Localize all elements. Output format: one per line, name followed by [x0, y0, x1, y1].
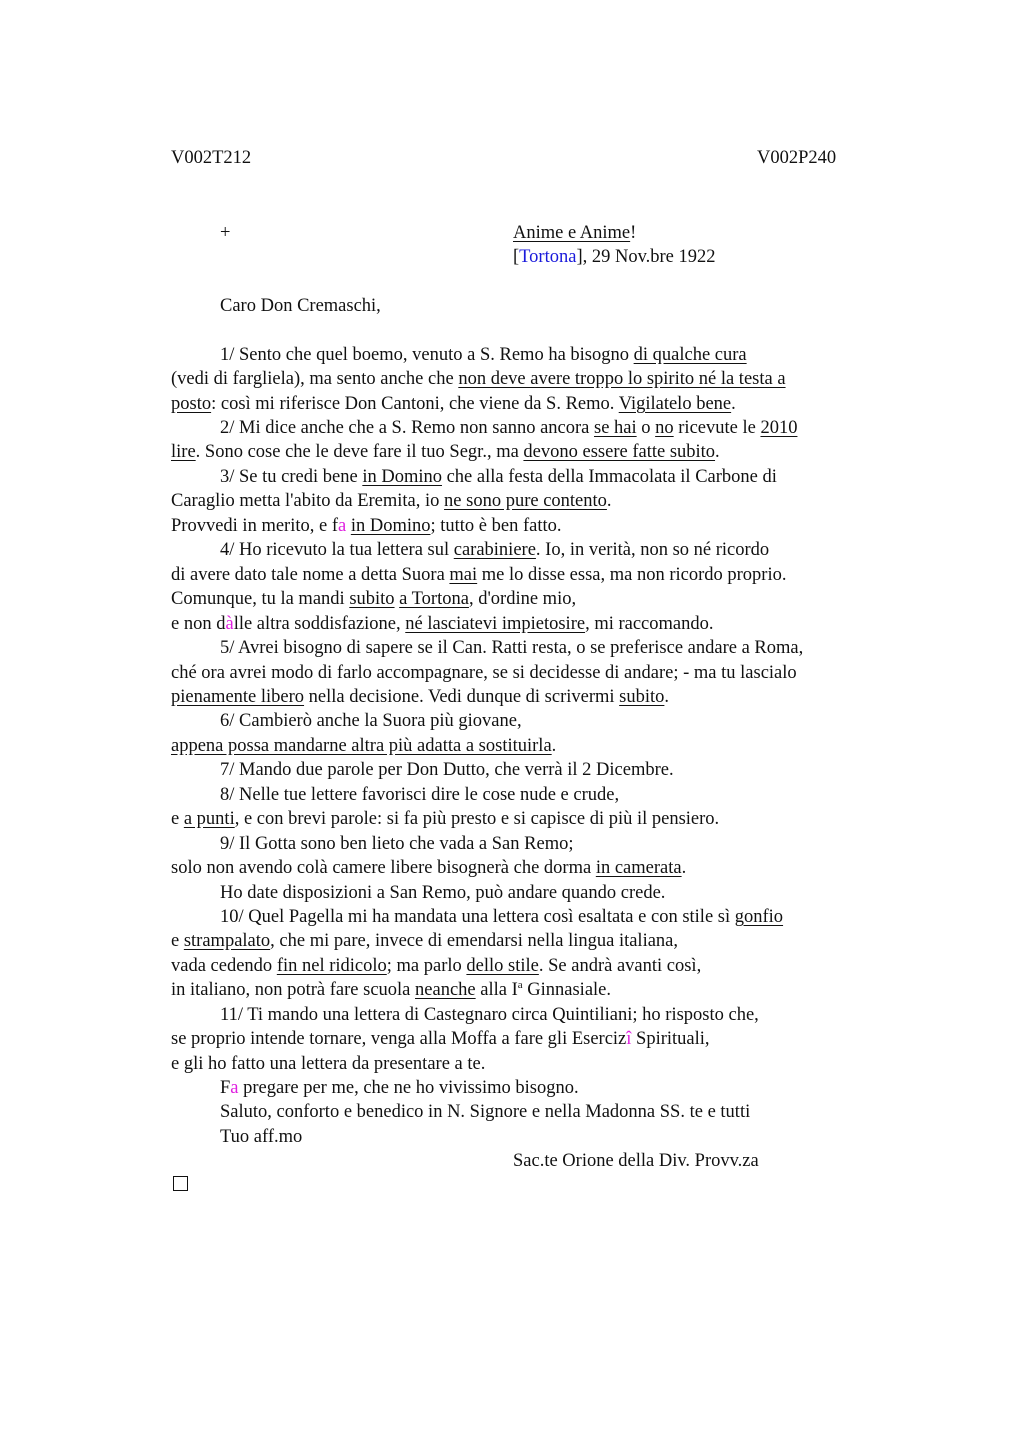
text-run: 2/ Mi dice anche che a S. Remo non sanno ancora — [220, 418, 594, 438]
p10-line2 — [171, 929, 678, 953]
text-run: Caraglio metta l'abito da Eremita, io — [171, 491, 445, 511]
p2-line1 — [220, 416, 797, 440]
p10-line3 — [171, 954, 701, 978]
p3-line3 — [171, 514, 562, 538]
text-run: e gli ho fatto una lettera da presentare a te. — [171, 1054, 486, 1074]
p6-line2 — [171, 734, 556, 758]
text-run: in italiano, non potrà fare scuola — [171, 980, 416, 1000]
underlined-run: non deve avere troppo lo spirito né la testa a — [458, 369, 786, 389]
text-run: (vedi di fargliela), ma sento anche che — [171, 369, 459, 389]
date-text: ], 29 Nov.bre 1922 — [576, 247, 716, 267]
text-run: Comunque, tu la mandi — [171, 589, 350, 609]
text-run: o — [636, 418, 656, 438]
text-run: 9/ Il Gotta sono ben lieto che vada a San Remo; — [220, 834, 574, 854]
underlined-run: in Domino — [362, 467, 442, 487]
underlined-run: lire — [171, 442, 196, 462]
place-bracket: [ — [513, 247, 520, 267]
text-run: se proprio intende tornare, venga alla Moffa a fare gli Eserciz — [171, 1029, 627, 1049]
highlighted-run: î — [626, 1029, 632, 1049]
underlined-run: se hai — [594, 418, 637, 438]
p9-line3 — [220, 881, 665, 905]
p6-line1 — [220, 709, 522, 733]
p4-line2 — [171, 563, 786, 587]
closing-line2 — [220, 1100, 750, 1124]
underlined-run: a Tortona — [399, 589, 469, 609]
underlined-run: 2010 — [760, 418, 798, 438]
text-run: ché ora avrei modo di farlo accompagnare, se si decidesse di andare; - ma tu lascialo — [171, 663, 797, 683]
underlined-run: strampalato — [183, 931, 271, 951]
p8-line2 — [171, 807, 719, 831]
text-run: 7/ Mando due parole per Don Dutto, che verrà il 2 Dicembre. — [220, 760, 674, 780]
p10-line1 — [220, 905, 783, 929]
p3-line1 — [220, 465, 777, 489]
title-mark: ! — [630, 223, 637, 243]
text-run: , mi raccomando. — [585, 614, 714, 634]
text-run: . Sono cose che le deve fare il tuo Segr., ma — [195, 442, 524, 462]
underlined-run: in Domino — [350, 516, 431, 536]
text-run: vada cedendo — [171, 956, 277, 976]
p1-line3 — [171, 392, 736, 416]
letter-title — [513, 221, 636, 245]
highlighted-run: a — [230, 1078, 239, 1098]
text-run: Ho date disposizioni a San Remo, può andare quando crede. — [220, 883, 666, 903]
text-run: Spirituali, — [631, 1029, 710, 1049]
signature: Sac.te Orione della Div. Provv.za — [513, 1151, 759, 1171]
p7-line1 — [220, 758, 674, 782]
end-box-mark — [173, 1176, 188, 1191]
closing-line3 — [220, 1125, 302, 1149]
text-run: Tuo aff.mo — [220, 1127, 303, 1147]
text-run: 1/ Sento che quel boemo, venuto a S. Remo ha bisogno — [220, 345, 634, 365]
underlined-run: posto — [171, 394, 212, 414]
underlined-run: no — [655, 418, 674, 438]
underlined-run: di qualche cura — [633, 345, 747, 365]
p5-line3 — [171, 685, 669, 709]
text-run: ; ma parlo — [386, 956, 467, 976]
text-run: e non d — [171, 614, 226, 634]
text-run: 3/ Se tu credi bene — [220, 467, 363, 487]
place-name: Tortona — [519, 247, 577, 267]
p11-line3 — [171, 1052, 485, 1076]
underlined-run: devono essere fatte subito — [523, 442, 716, 462]
underlined-run: neanche — [415, 980, 476, 1000]
text-run: Provvedi in merito, e f — [171, 516, 338, 536]
underlined-run: mai — [449, 565, 478, 585]
text-run: lle altra soddisfazione, — [233, 614, 406, 634]
text-run: . Io, in verità, non so né ricordo — [535, 540, 770, 560]
text-run: Saluto, conforto e benedico in N. Signore e nella Madonna SS. te e tutti — [220, 1102, 751, 1122]
underlined-run: in camerata — [595, 858, 682, 878]
text-run: ricevute le — [673, 418, 761, 438]
p9-line2 — [171, 856, 686, 880]
p1-line2 — [171, 367, 786, 391]
title-text: Anime e Anime — [513, 223, 631, 243]
underlined-run: dello stile — [466, 956, 539, 976]
text-run: 10/ Quel Pagella mi ha mandata una lettera così esaltata e con stile sì — [220, 907, 735, 927]
text-run: alla I — [475, 980, 518, 1000]
text-run: me lo disse essa, ma non ricordo proprio. — [477, 565, 787, 585]
text-run: ; tutto è ben fatto. — [430, 516, 562, 536]
text-run: 11/ Ti mando una lettera di Castegnaro circa Quintiliani; ho risposto che, — [220, 1005, 759, 1025]
underlined-run: appena possa mandarne altra più adatta a sostituirla — [171, 736, 552, 756]
text-run: . — [664, 687, 670, 707]
p10-line4 — [171, 978, 611, 1002]
underlined-run: a punti — [183, 809, 235, 829]
underlined-run: subito — [619, 687, 665, 707]
text-run: solo non avendo colà camere libere bisognerà che dorma — [171, 858, 596, 878]
p5-line1 — [220, 636, 803, 660]
p5-line2 — [171, 661, 797, 685]
text-run: . Se andrà avanti così, — [538, 956, 702, 976]
text-run: 4/ Ho ricevuto la tua lettera sul — [220, 540, 454, 560]
text-run: , e con brevi parole: si fa più presto e si capisce di più il pensiero. — [234, 809, 720, 829]
header-left-code: V002T212 — [171, 148, 252, 168]
text-run: 6/ Cambierò anche la Suora più giovane, — [220, 711, 522, 731]
text-run: che alla festa della Immacolata il Carbone di — [441, 467, 777, 487]
p3-line2 — [171, 489, 612, 513]
text-run: : così mi riferisce Don Cantoni, che viene da S. Remo. — [211, 394, 619, 414]
highlighted-run: à — [225, 614, 234, 634]
underlined-run: Vigilatelo bene — [618, 394, 732, 414]
highlighted-run: a — [337, 516, 347, 536]
p4-line3 — [171, 587, 576, 611]
text-run: . — [681, 858, 687, 878]
text-run: . — [715, 442, 720, 462]
text-run: e — [171, 809, 184, 829]
cross-mark: + — [220, 223, 231, 243]
text-run: , d'ordine mio, — [468, 589, 577, 609]
date-line — [513, 245, 716, 269]
underlined-run: fin nel ridicolo — [276, 956, 387, 976]
underlined-run: subito — [349, 589, 395, 609]
p9-line1 — [220, 832, 573, 856]
text-run: di avere dato tale nome a detta Suora — [171, 565, 450, 585]
salutation: Caro Don Cremaschi, — [220, 296, 381, 316]
text-run: nella decisione. Vedi dunque di scrivermi — [304, 687, 620, 707]
superscript-run: a — [517, 978, 523, 991]
p4-line4 — [171, 612, 714, 636]
underlined-run: né lasciatevi impietosire — [405, 614, 586, 634]
closing-line1 — [220, 1076, 579, 1100]
p4-line1 — [220, 538, 769, 562]
text-run: . — [551, 736, 557, 756]
text-run: 5/ Avrei bisogno di sapere se il Can. Ratti resta, o se preferisce andare a Roma, — [220, 638, 804, 658]
underlined-run: carabiniere — [453, 540, 536, 560]
underlined-run: ne sono pure contento — [444, 491, 607, 511]
p1-line1 — [220, 343, 747, 367]
p11-line2 — [171, 1027, 710, 1051]
text-run: 8/ Nelle tue lettere favorisci dire le cose nude e crude, — [220, 785, 620, 805]
text-run: pregare per me, che ne ho vivissimo bisogno. — [238, 1078, 579, 1098]
underlined-run: gonfio — [734, 907, 784, 927]
text-run: Ginnasiale. — [522, 980, 612, 1000]
text-run: . — [606, 491, 612, 511]
p2-line2 — [171, 440, 720, 464]
text-run: F — [220, 1078, 231, 1098]
text-run: . — [731, 394, 736, 414]
p11-line1 — [220, 1003, 759, 1027]
header-right-code: V002P240 — [757, 148, 837, 168]
text-run: e — [171, 931, 184, 951]
p8-line1 — [220, 783, 619, 807]
underlined-run: pienamente libero — [171, 687, 305, 707]
text-run: , che mi pare, invece di emendarsi nella lingua italiana, — [270, 931, 679, 951]
